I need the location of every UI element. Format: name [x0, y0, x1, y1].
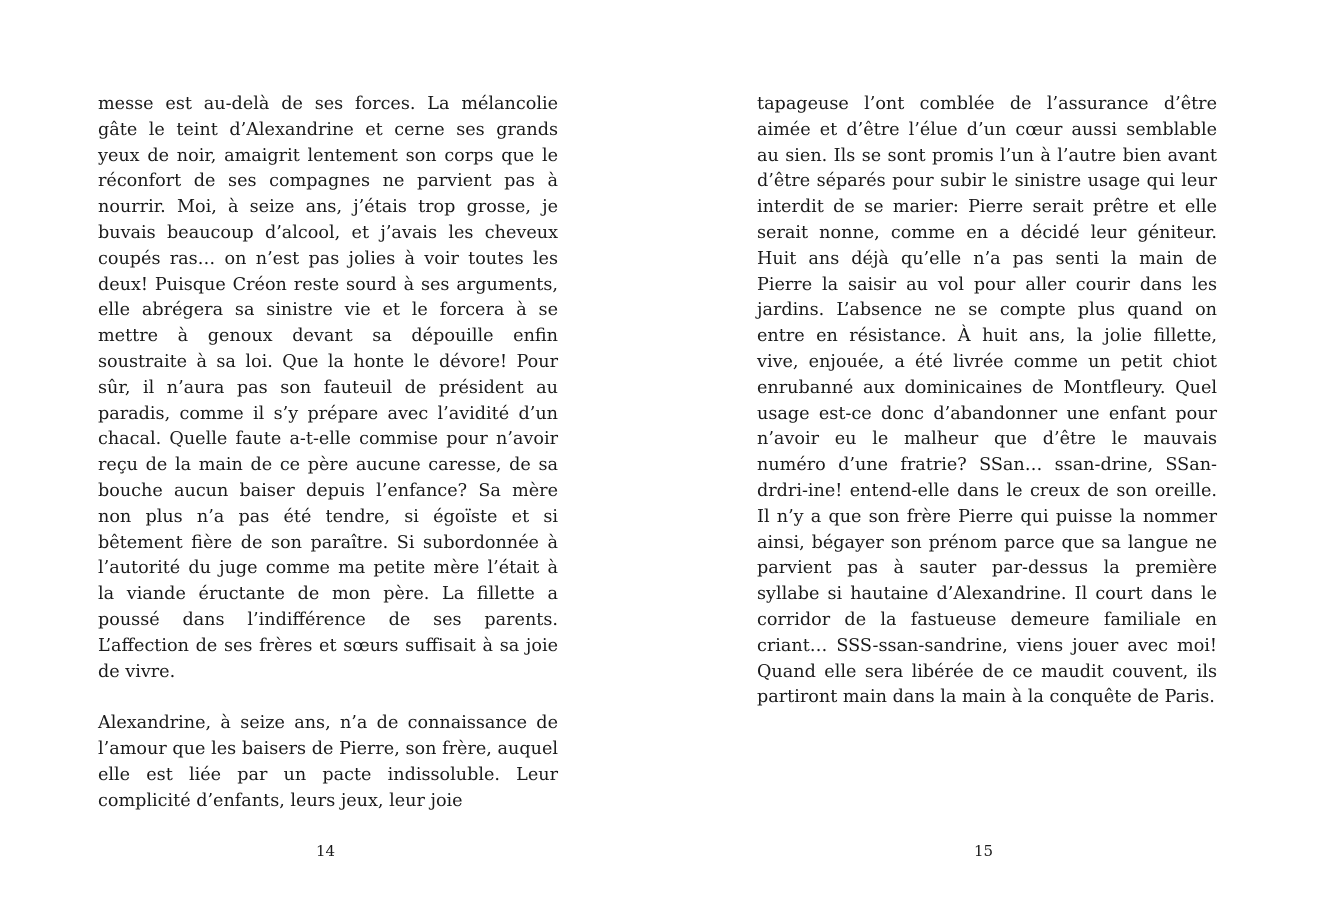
right-page-number: 15: [973, 842, 994, 860]
right-page: [659, 0, 1318, 903]
left-page-text: [98, 92, 558, 814]
left-paragraph-2: Alexandrine, à seize ans, n’a de connaissance de l’amour que les baisers de Pierre, son frère, auquel elle est liée par un pacte indissoluble. Leur complicité d’enfants, leurs jeux, leur joie: [98, 713, 558, 811]
left-paragraph-1: messe est au-delà de ses forces. La mélancolie gâte le teint d’Alexandrine et cerne ses grands yeux de noir, amaigrit lentement son corps que le réconfort de ses compagnes ne parvient pas à nourrir. Moi, à seize ans, j’étais trop grosse, je buvais beaucoup d’alcool, et j’avais les cheveux coupés ras… on n’est pas jolies à voir toutes les deux! Puisque Créon reste sourd à ses arguments, elle abrégera sa sinistre vie et le forcera à se mettre à genoux devant sa dépouille enfin soustraite à sa loi. Que la honte le dévore! Pour sûr, il n’aura pas son fauteuil de président au paradis, comme il s’y prépare avec l’avidité d’un chacal. Quelle faute a-t-elle commise pour n’avoir reçu de la main de ce père aucune caresse, de sa bouche aucun baiser depuis l’enfance? Sa mère non plus n’a pas été tendre, si égoïste et si bêtement fière de son paraître. Si subordonnée à l’autorité du juge comme ma petite mère l’était à la viande éructante de mon père. La fillette a poussé dans l’indifférence de ses parents. L’affection de ses frères et sœurs suffisait à sa joie de vivre.: [98, 94, 558, 682]
right-page-text: [757, 92, 1217, 711]
right-paragraph-1: tapageuse l’ont comblée de l’assurance d’être aimée et d’être l’élue d’un cœur aussi semblable au sien. Ils se sont promis l’un à l’autre bien avant d’être séparés pour subir le sinistre usage qui leur interdit de se marier: Pierre serait prêtre et elle serait nonne, comme en a décidé leur géniteur. Huit ans déjà qu’elle n’a pas senti la main de Pierre la saisir au vol pour aller courir dans les jardins. L’absence ne se compte plus quand on entre en résistance. À huit ans, la jolie fillette, vive, enjouée, a été livrée comme un petit chiot enrubanné aux dominicaines de Montfleury. Quel usage est-ce donc d’abandonner une enfant pour n’avoir eu le malheur que d’être le mauvais numéro d’une fratrie? SSan… ssan-drine, SSan-drdri-ine! entend-elle dans le creux de son oreille. Il n’y a que son frère Pierre qui puisse la nommer ainsi, bégayer son prénom parce que sa langue ne parvient pas à sauter par-dessus la première syllabe si hautaine d’Alexandrine. Il court dans le corridor de la fastueuse demeure familiale en criant… SSS-ssan-sandrine, viens jouer avec moi! Quand elle sera libérée de ce maudit couvent, ils partiront main dans la main à la conquête de Paris.: [757, 94, 1217, 708]
left-page-number: 14: [315, 842, 336, 860]
